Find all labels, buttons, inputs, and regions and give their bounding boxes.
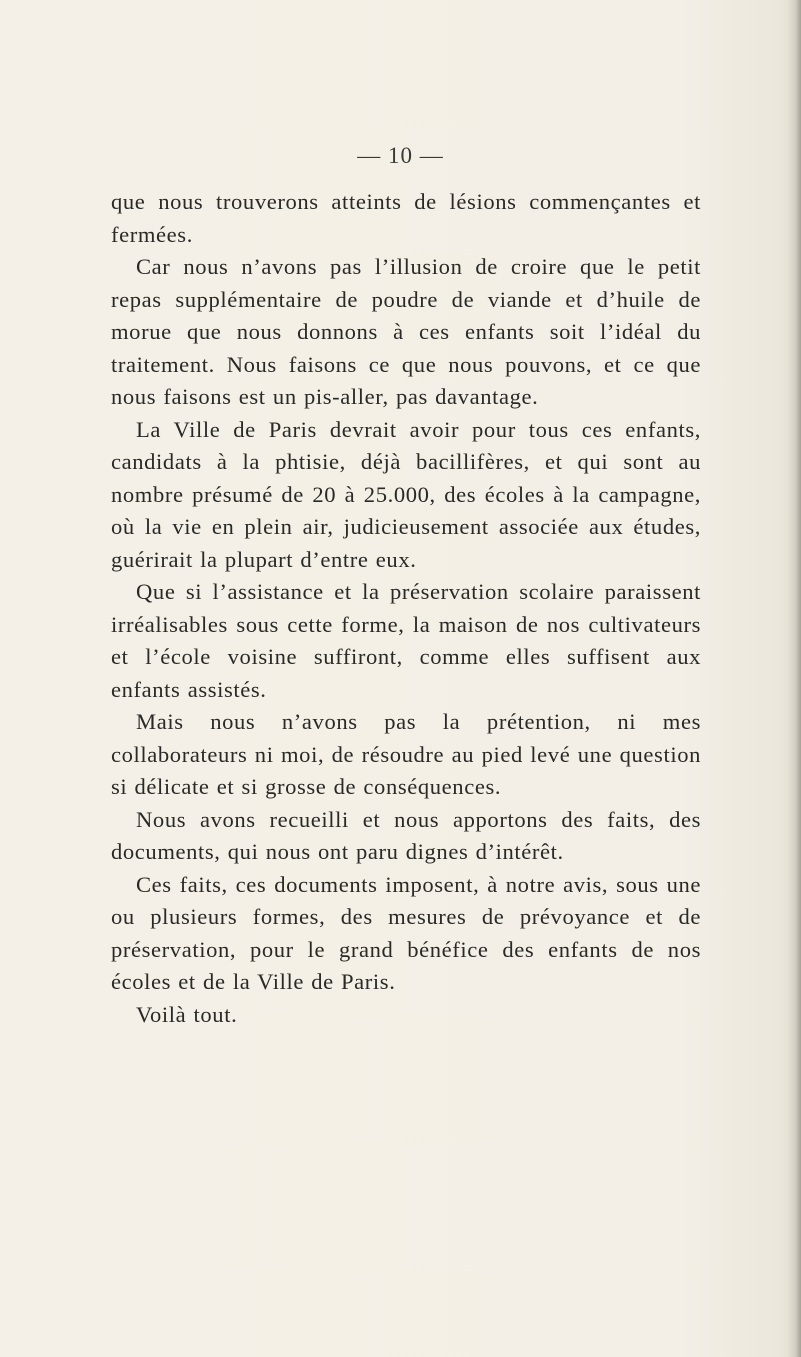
paragraph-assistance: Que si l’assistance et la préservation scolaire paraissent irréalisables sous cette forme, la maison de nos cultivateurs et l’école voisine suffiront, comme elles suffisent aux enfants assistés.: [111, 579, 701, 702]
paragraph-continuation: que nous trouverons atteints de lésions commençantes et fermées.: [111, 189, 701, 247]
paragraph-faits: Nous avons recueilli et nous apportons des faits, des documents, qui nous ont paru dignes d’intérêt.: [111, 806, 701, 864]
page-edge-shadow: [787, 0, 801, 1357]
body-text: [111, 186, 701, 1031]
paragraph-conclusion: Voilà tout.: [136, 1001, 238, 1027]
paragraph-ville-de-paris: La Ville de Paris devrait avoir pour tous ces enfants, candidats à la phtisie, déjà bacillifères, et qui sont au nombre présumé de 20 à 25.000, des écoles à la campagne, où la vie en plein air, judicieusement associée aux études, guérirait la plupart d’entre eux.: [111, 416, 701, 572]
paragraph-mesures: Ces faits, ces documents imposent, à notre avis, sous une ou plusieurs formes, des mesures de prévoyance et de préservation, pour le grand bénéfice des enfants de nos écoles et de la Ville de Paris.: [111, 871, 701, 994]
paragraph-pretention: Mais nous n’avons pas la prétention, ni mes collaborateurs ni moi, de résoudre au pied levé une question si délicate et si grosse de conséquences.: [111, 709, 701, 799]
page-number: — 10 —: [357, 143, 444, 168]
paragraph-illusion: Car nous n’avons pas l’illusion de croire que le petit repas supplémentaire de poudre de viande et d’huile de morue que nous donnons à ces enfants soit l’idéal du traitement. Nous faisons ce que nous pouvons, et ce que nous faisons est un pis-aller, pas davantage.: [111, 254, 701, 409]
